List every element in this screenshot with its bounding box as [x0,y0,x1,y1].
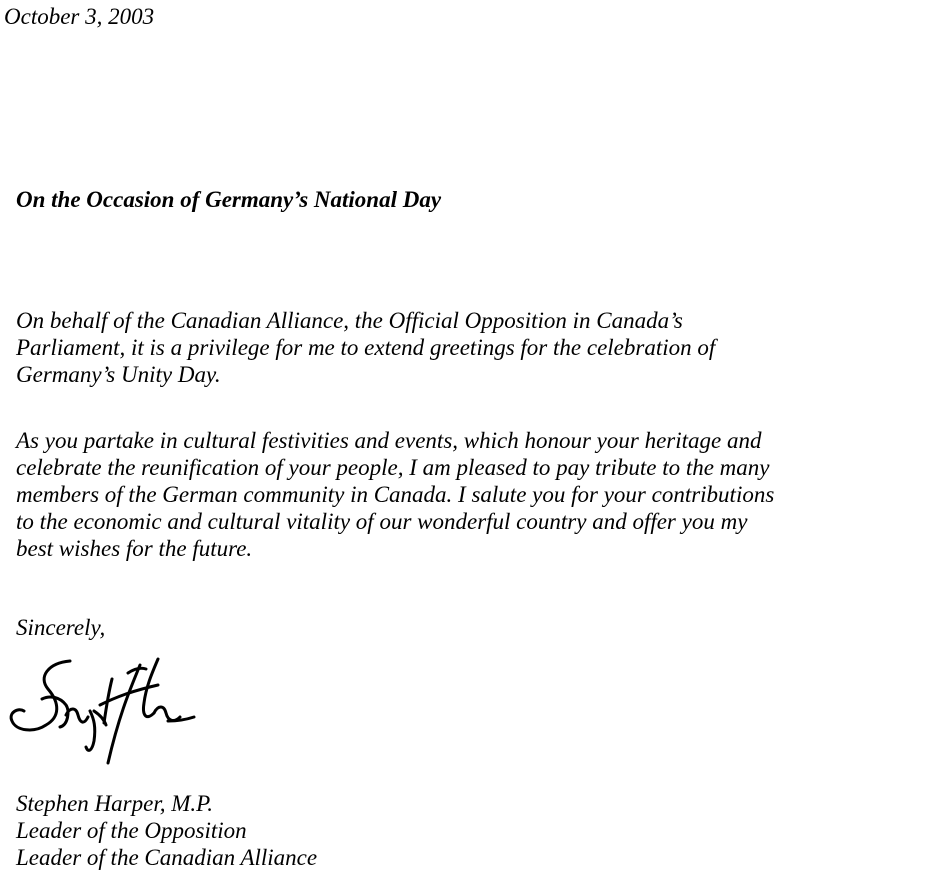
paragraph-tribute [16,427,931,562]
paragraph-line: Germany’s Unity Day. [16,362,221,387]
paragraph-line: As you partake in cultural festivities and events, which honour your heritage and [16,428,762,453]
handwritten-signature [8,655,198,775]
letter-heading: On the Occasion of Germany’s National Day [16,187,442,212]
paragraph-line: On behalf of the Canadian Alliance, the Official Opposition in Canada’s [16,308,683,333]
signatory-title: Leader of the Canadian Alliance [16,845,318,870]
paragraph-greeting [16,307,931,388]
signature-block [16,790,317,871]
paragraph-line: best wishes for the future. [16,536,253,561]
paragraph-line: Parliament, it is a privilege for me to extend greetings for the celebration of [16,335,716,360]
paragraph-line: to the economic and cultural vitality of our wonderful country and offer you my [16,509,748,534]
signatory-name: Stephen Harper, M.P. [16,791,213,816]
paragraph-line: members of the German community in Canada. I salute you for your contributions [16,482,775,507]
closing: Sincerely, [16,615,106,640]
letter-date: October 3, 2003 [4,4,155,29]
signatory-title: Leader of the Opposition [16,818,247,843]
paragraph-line: celebrate the reunification of your people, I am pleased to pay tribute to the many [16,455,770,480]
